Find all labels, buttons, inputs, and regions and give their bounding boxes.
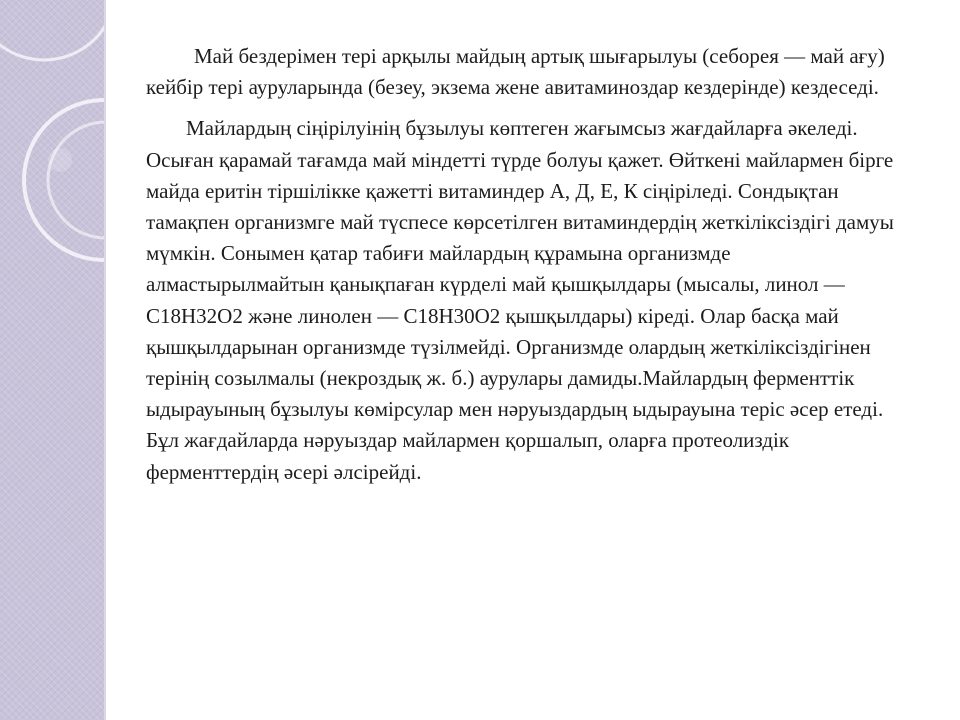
slide-body-text: [146, 41, 906, 488]
ring-top-large: [0, 0, 106, 60]
decorative-rings: [0, 0, 106, 720]
decorative-side-band: [0, 0, 106, 720]
paragraph-1: Май бездерімен тері арқылы майдың артық шығарылуы (себорея — май ағу) кейбір тері ауруларында (безеу, экзема жене авитаминоздар кездерінде) кездеседі.: [146, 44, 885, 100]
paragraph-2: Майлардың сіңірілуінің бұзылуы көптеген жағымсыз жағдайларға әкеледі. Осыған қарамай тағамда май міндетті түрде болуы қажет. Өйткені майлармен бірге майда еритін тіршілікке қажетті витаминдер А, Д, Е, К сіңіріледі. Сондықтан тамақпен организмге май түспесе көрсетілген витаминдердің жеткіліксіздігі дамуы мүмкін. Сонымен қатар табиғи майлардың құрамына организмде алмастырылмайтын қанықпаған күрделі май қышқылдары (мысалы, линол — С18Н32О2 және линолен — С18Н30О2 қышқылдары) кіреді. Олар басқа май қышқылдарынан организмде түзілмейді. Организмде олардың жеткіліксіздігінен терінің созылмалы (некроздық ж. б.) аурулары дамиды.Майлардың ферменттік ыдырауының бұзылуы көмірсулар мен нәруыздардың ыдырауына теріс әсер етеді. Бұл жағдайларда нәруыздар майлармен қоршалып, оларға протеолиздік ферменттердің әсері әлсірейді.: [146, 116, 894, 484]
ring-accent-dot: [48, 148, 72, 172]
ring-middle-inner: [48, 122, 106, 238]
side-band-edge: [104, 0, 106, 720]
